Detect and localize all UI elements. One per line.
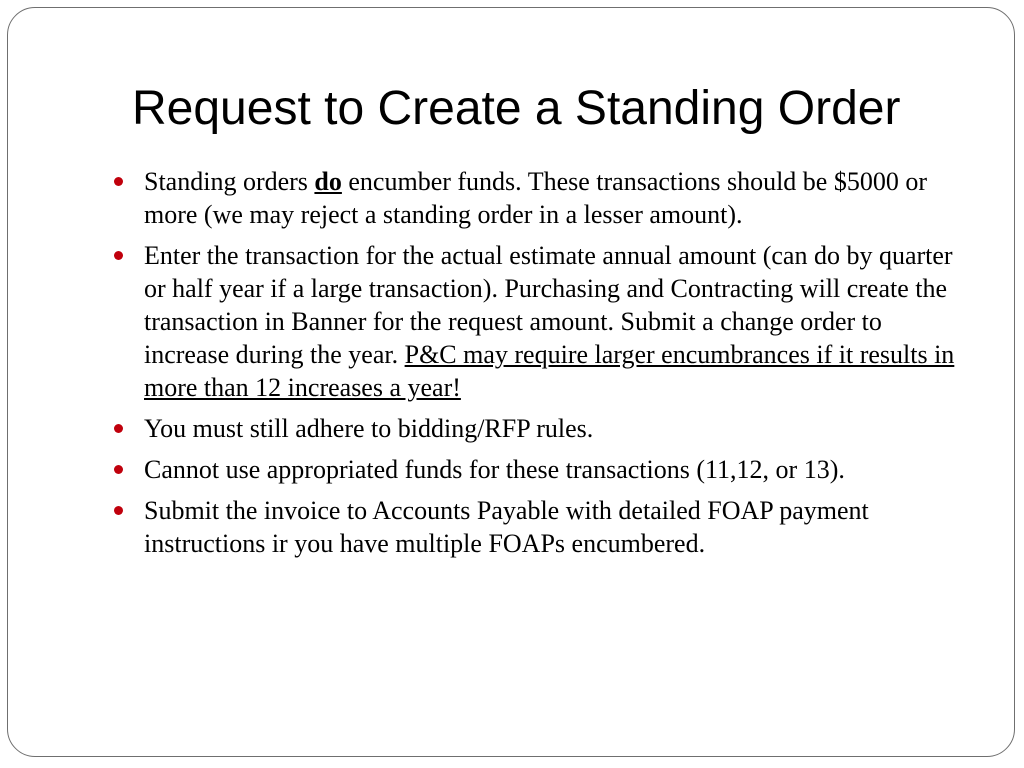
- list-item: [113, 412, 968, 445]
- bullet-text: encumber funds. These transactions should be $5000 or more (we may reject a standing order in a lesser amount).: [144, 167, 928, 229]
- bullet-list: [113, 165, 968, 568]
- slide-title: Request to Create a Standing Order: [132, 82, 901, 135]
- bullet-dot-icon: [114, 251, 123, 260]
- bullet-text: Submit the invoice to Accounts Payable with detailed FOAP payment instructions ir you have multiple FOAPs encumbered.: [144, 496, 869, 558]
- list-item: [113, 239, 968, 404]
- bullet-underlined-text: P&C may require larger encumbrances if it results in more than 12 increases a year!: [144, 340, 955, 402]
- bullet-text: Standing orders: [144, 167, 315, 196]
- bullet-text: You must still adhere to bidding/RFP rules.: [144, 414, 594, 443]
- bullet-dot-icon: [114, 177, 123, 186]
- list-item: [113, 494, 968, 560]
- bullet-dot-icon: [114, 465, 123, 474]
- list-item: [113, 165, 968, 231]
- bullet-dot-icon: [114, 506, 123, 515]
- bullet-emphasis: do: [314, 167, 342, 196]
- bullet-dot-icon: [114, 424, 123, 433]
- list-item: [113, 453, 968, 486]
- bullet-text: Enter the transaction for the actual estimate annual amount (can do by quarter or half year if a large transaction). Purchasing and Contracting will create the transaction in Banner for the request amount. Submit a change order to increase during the year.: [144, 241, 953, 369]
- bullet-text: Cannot use appropriated funds for these transactions (11,12, or 13).: [144, 455, 845, 484]
